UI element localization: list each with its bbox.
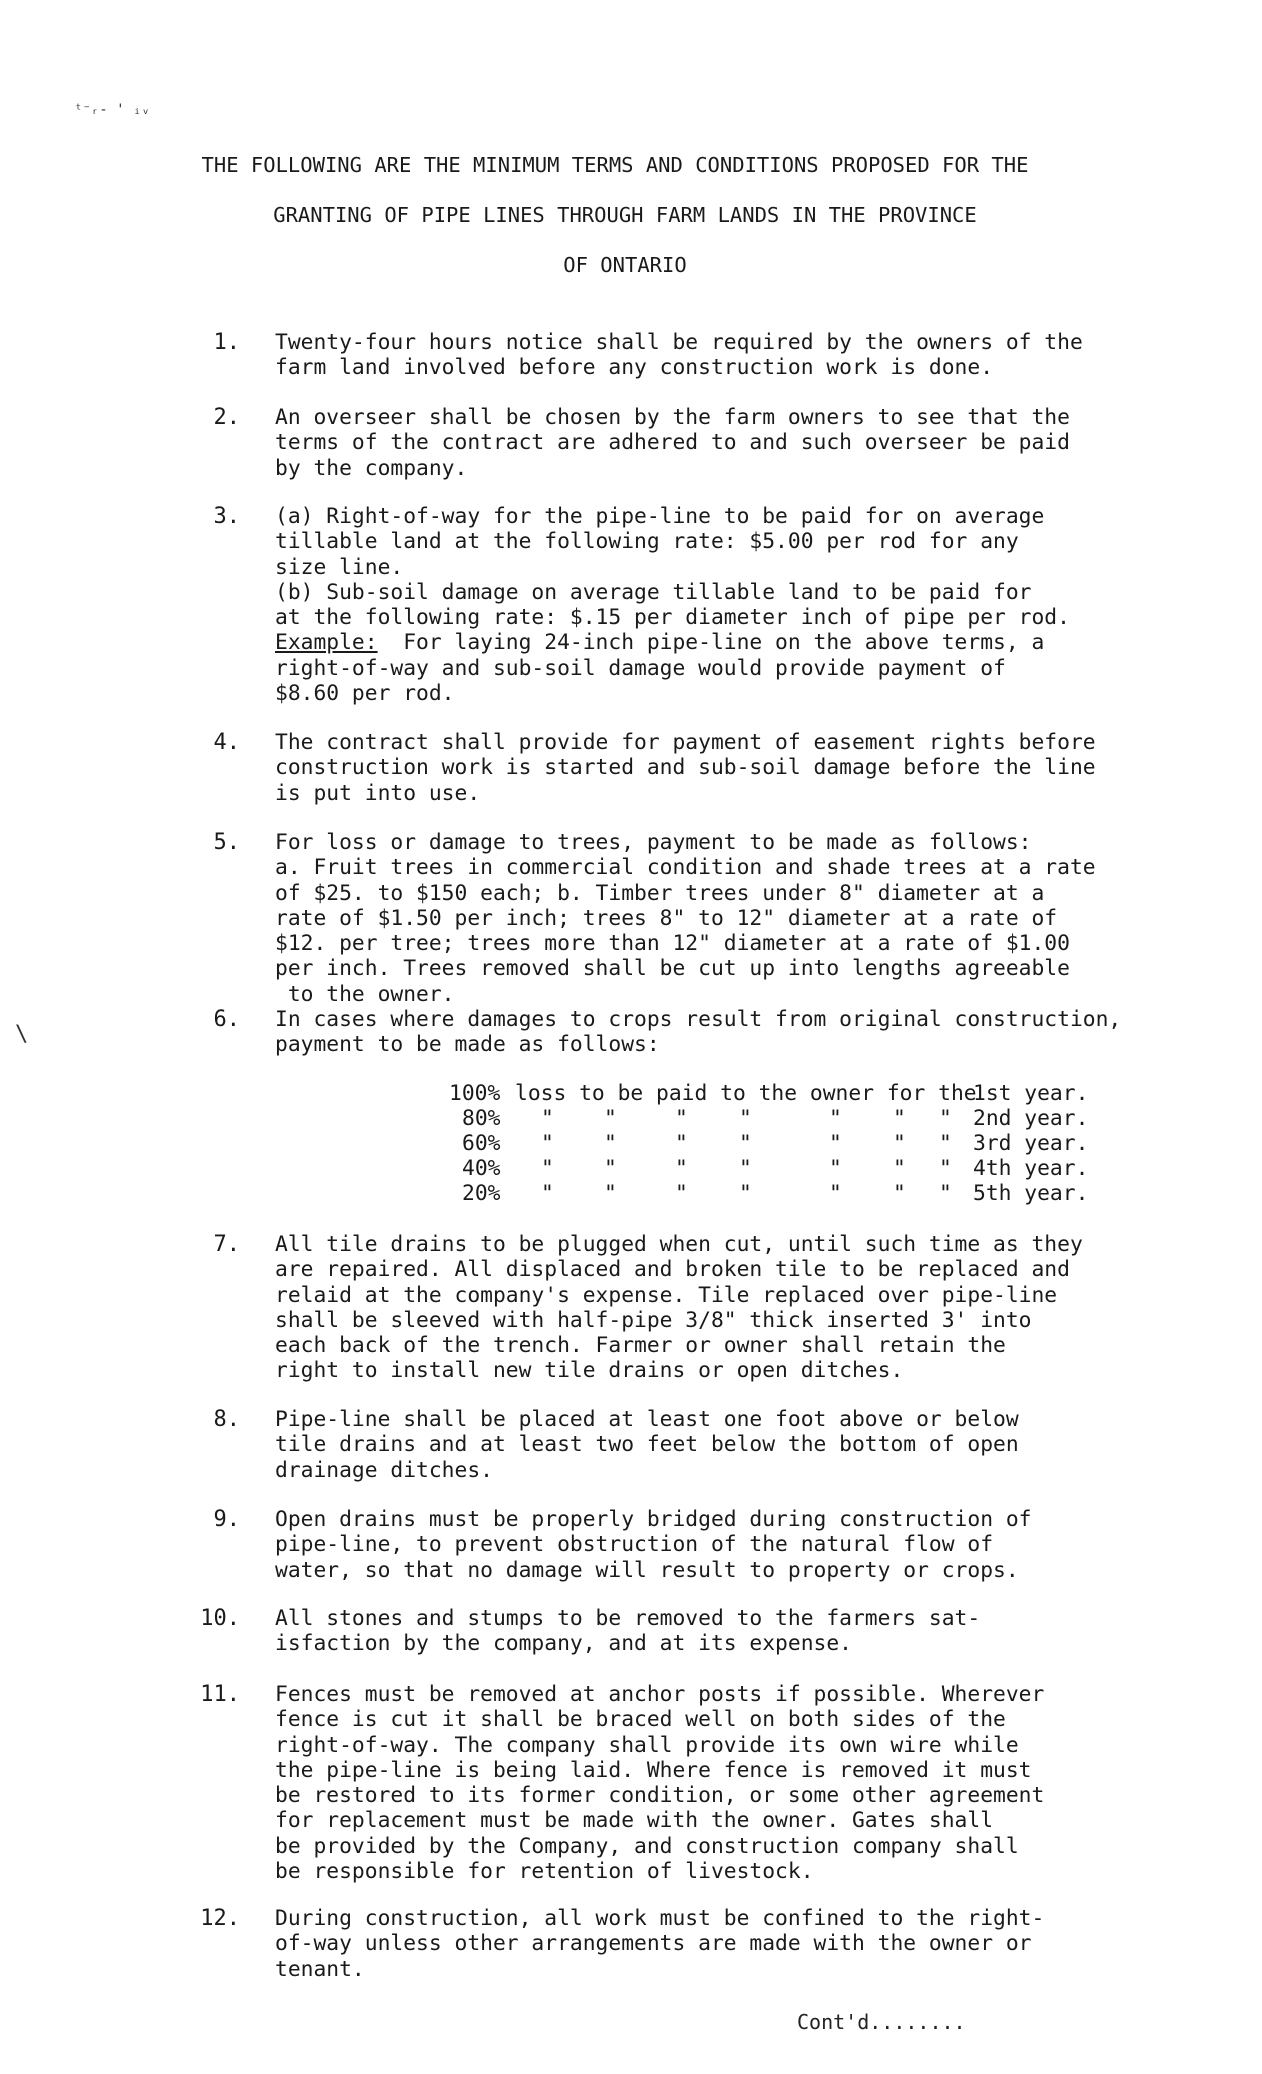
item-line: right to install new tile drains or open ditches. [275, 1358, 904, 1384]
ditto-mark: " [939, 1131, 952, 1156]
item-number: 5. [213, 830, 240, 855]
ditto-mark: " [739, 1181, 752, 1206]
item-line: (a) Right-of-way for the pipe-line to be paid for on average [275, 504, 1045, 529]
item-line: tenant. [275, 1956, 365, 1982]
item-line: Open drains must be properly bridged during construction of [275, 1507, 1032, 1532]
ditto-mark: " [739, 1106, 752, 1131]
ditto-mark: " [939, 1106, 952, 1131]
item-number: 1. [213, 330, 240, 355]
title-line-3: OF ONTARIO [563, 253, 687, 277]
item-line: construction work is started and sub-soil damage before the line [275, 755, 1096, 781]
title-line-1: THE FOLLOWING ARE THE MINIMUM TERMS AND CONDITIONS PROPOSED FOR THE [201, 153, 1029, 177]
item-line: be responsible for retention of livestock. [275, 1859, 814, 1885]
item-line: $12. per tree; trees more than 12" diameter at a rate of $1.00 [275, 931, 1070, 957]
loss-percent: 100% [449, 1081, 501, 1106]
ditto-mark: " [541, 1156, 554, 1181]
item-number: 8. [213, 1407, 240, 1432]
loss-year: 1st year. [973, 1081, 1089, 1106]
crop-loss-table [449, 1081, 1089, 1206]
item-line: size line. [275, 554, 404, 580]
loss-percent: 20% [462, 1181, 501, 1206]
item-line: All tile drains to be plugged when cut, until such time as they [275, 1232, 1083, 1257]
item-line: at the following rate: $.15 per diameter inch of pipe per rod. [275, 605, 1070, 631]
ditto-mark: " [541, 1131, 554, 1156]
continued-marker: Cont'd........ [797, 2010, 966, 2034]
ditto-mark: " [604, 1156, 617, 1181]
item-line: All stones and stumps to be removed to the farmers sat- [275, 1606, 981, 1631]
table-row [449, 1106, 1089, 1131]
item-line: drainage ditches. [275, 1457, 493, 1483]
item-number: 3. [213, 504, 240, 529]
loss-year: 4th year. [973, 1156, 1089, 1181]
ditto-mark: " [939, 1181, 952, 1206]
loss-year: 3rd year. [973, 1131, 1089, 1156]
table-row [449, 1156, 1089, 1181]
ditto-mark: " [675, 1156, 688, 1181]
ditto-mark: " [541, 1181, 554, 1206]
item-number: 6. [213, 1007, 240, 1032]
item-line: During construction, all work must be confined to the right- [275, 1906, 1045, 1931]
loss-description: loss to be paid to the owner for the [515, 1081, 977, 1106]
item-line: tillable land at the following rate: $5.00 per rod for any [275, 529, 1019, 555]
table-row [449, 1081, 1089, 1106]
item-line: right-of-way. The company shall provide its own wire while [275, 1732, 1019, 1758]
ditto-mark: " [829, 1131, 842, 1156]
item-line: (b) Sub-soil damage on average tillable land to be paid for [275, 579, 1032, 605]
ditto-mark: " [739, 1131, 752, 1156]
item-line: be restored to its former condition, or some other agreement [275, 1783, 1045, 1809]
item-line-example [275, 630, 1070, 655]
ditto-mark: " [939, 1156, 952, 1181]
item-line: relaid at the company's expense. Tile replaced over pipe-line [275, 1282, 1058, 1308]
item-line: are repaired. All displaced and broken tile to be replaced and [275, 1257, 1070, 1283]
item-line: Pipe-line shall be placed at least one foot above or below [275, 1407, 1019, 1432]
loss-year: 2nd year. [973, 1106, 1089, 1131]
ditto-mark: " [675, 1131, 688, 1156]
item-line: a. Fruit trees in commercial condition and shade trees at a rate [275, 855, 1096, 881]
ditto-mark: " [604, 1106, 617, 1131]
item-line: be provided by the Company, and construction company shall [275, 1833, 1019, 1859]
ditto-mark: " [893, 1156, 906, 1181]
item-line: $8.60 per rod. [275, 681, 455, 707]
table-row [449, 1131, 1089, 1156]
item-line: tile drains and at least two feet below the bottom of open [275, 1432, 1019, 1458]
title-line-2: GRANTING OF PIPE LINES THROUGH FARM LANDS IN THE PROVINCE [273, 203, 977, 227]
item-line: of-way unless other arrangements are made with the owner or [275, 1931, 1032, 1957]
ditto-mark: " [604, 1131, 617, 1156]
item-number: 10. [200, 1606, 240, 1631]
item-number: 9. [213, 1507, 240, 1532]
example-label: Example: [275, 630, 378, 656]
ditto-mark: " [675, 1106, 688, 1131]
ditto-mark: " [675, 1181, 688, 1206]
loss-percent: 60% [462, 1131, 501, 1156]
table-row [449, 1181, 1089, 1206]
item-line: of $25. to $150 each; b. Timber trees under 8" diameter at a [275, 880, 1045, 906]
ditto-mark: " [604, 1181, 617, 1206]
ditto-mark: " [739, 1156, 752, 1181]
ditto-mark: " [893, 1106, 906, 1131]
item-line: In cases where damages to crops result from original construction, [275, 1007, 1122, 1032]
loss-year: 5th year. [973, 1181, 1089, 1206]
item-line: per inch. Trees removed shall be cut up into lengths agreeable [275, 956, 1070, 982]
item-number: 12. [200, 1906, 240, 1931]
item-line: For loss or damage to trees, payment to be made as follows: [275, 830, 1032, 855]
item-line: isfaction by the company, and at its expense. [275, 1631, 852, 1657]
item-line: the pipe-line is being laid. Where fence is removed it must [275, 1757, 1032, 1783]
item-line: shall be sleeved with half-pipe 3/8" thick inserted 3' into [275, 1307, 1032, 1333]
item-line: An overseer shall be chosen by the farm owners to see that the [275, 405, 1070, 430]
item-number: 7. [213, 1232, 240, 1257]
example-text: For laying 24-inch pipe-line on the above terms, a [377, 630, 1045, 656]
ditto-mark: " [829, 1156, 842, 1181]
loss-percent: 40% [462, 1156, 501, 1181]
item-number: 11. [200, 1682, 240, 1707]
item-line: rate of $1.50 per inch; trees 8" to 12" diameter at a rate of [275, 905, 1058, 931]
ditto-mark: " [893, 1181, 906, 1206]
ditto-mark: " [829, 1181, 842, 1206]
ditto-mark: " [829, 1106, 842, 1131]
ditto-mark: " [541, 1106, 554, 1131]
item-line: Twenty-four hours notice shall be required by the owners of the [275, 330, 1083, 355]
item-line: terms of the contract are adhered to and such overseer be paid [275, 430, 1070, 456]
item-line: is put into use. [275, 780, 481, 806]
item-line: The contract shall provide for payment of easement rights before [275, 730, 1096, 755]
corner-mark: ᵗ⁻ᵣ- ' ᵢᵥ [74, 102, 150, 118]
item-line: Fences must be removed at anchor posts if possible. Wherever [275, 1682, 1045, 1707]
item-line: farm land involved before any construction work is done. [275, 355, 994, 381]
item-line: fence is cut it shall be braced well on both sides of the [275, 1707, 1006, 1733]
item-line: pipe-line, to prevent obstruction of the natural flow of [275, 1532, 994, 1558]
loss-percent: 80% [462, 1106, 501, 1131]
item-line: water, so that no damage will result to property or crops. [275, 1557, 1019, 1583]
item-line: to the owner. [275, 981, 455, 1007]
item-line: payment to be made as follows: [275, 1032, 660, 1058]
item-line: for replacement must be made with the owner. Gates shall [275, 1808, 994, 1834]
item-line: by the company. [275, 455, 468, 481]
ditto-mark: " [893, 1131, 906, 1156]
item-line: each back of the trench. Farmer or owner shall retain the [275, 1333, 1006, 1359]
item-number: 2. [213, 405, 240, 430]
item-number: 4. [213, 730, 240, 755]
item-line: right-of-way and sub-soil damage would provide payment of [275, 655, 1006, 681]
margin-mark: \ [15, 1022, 29, 1047]
